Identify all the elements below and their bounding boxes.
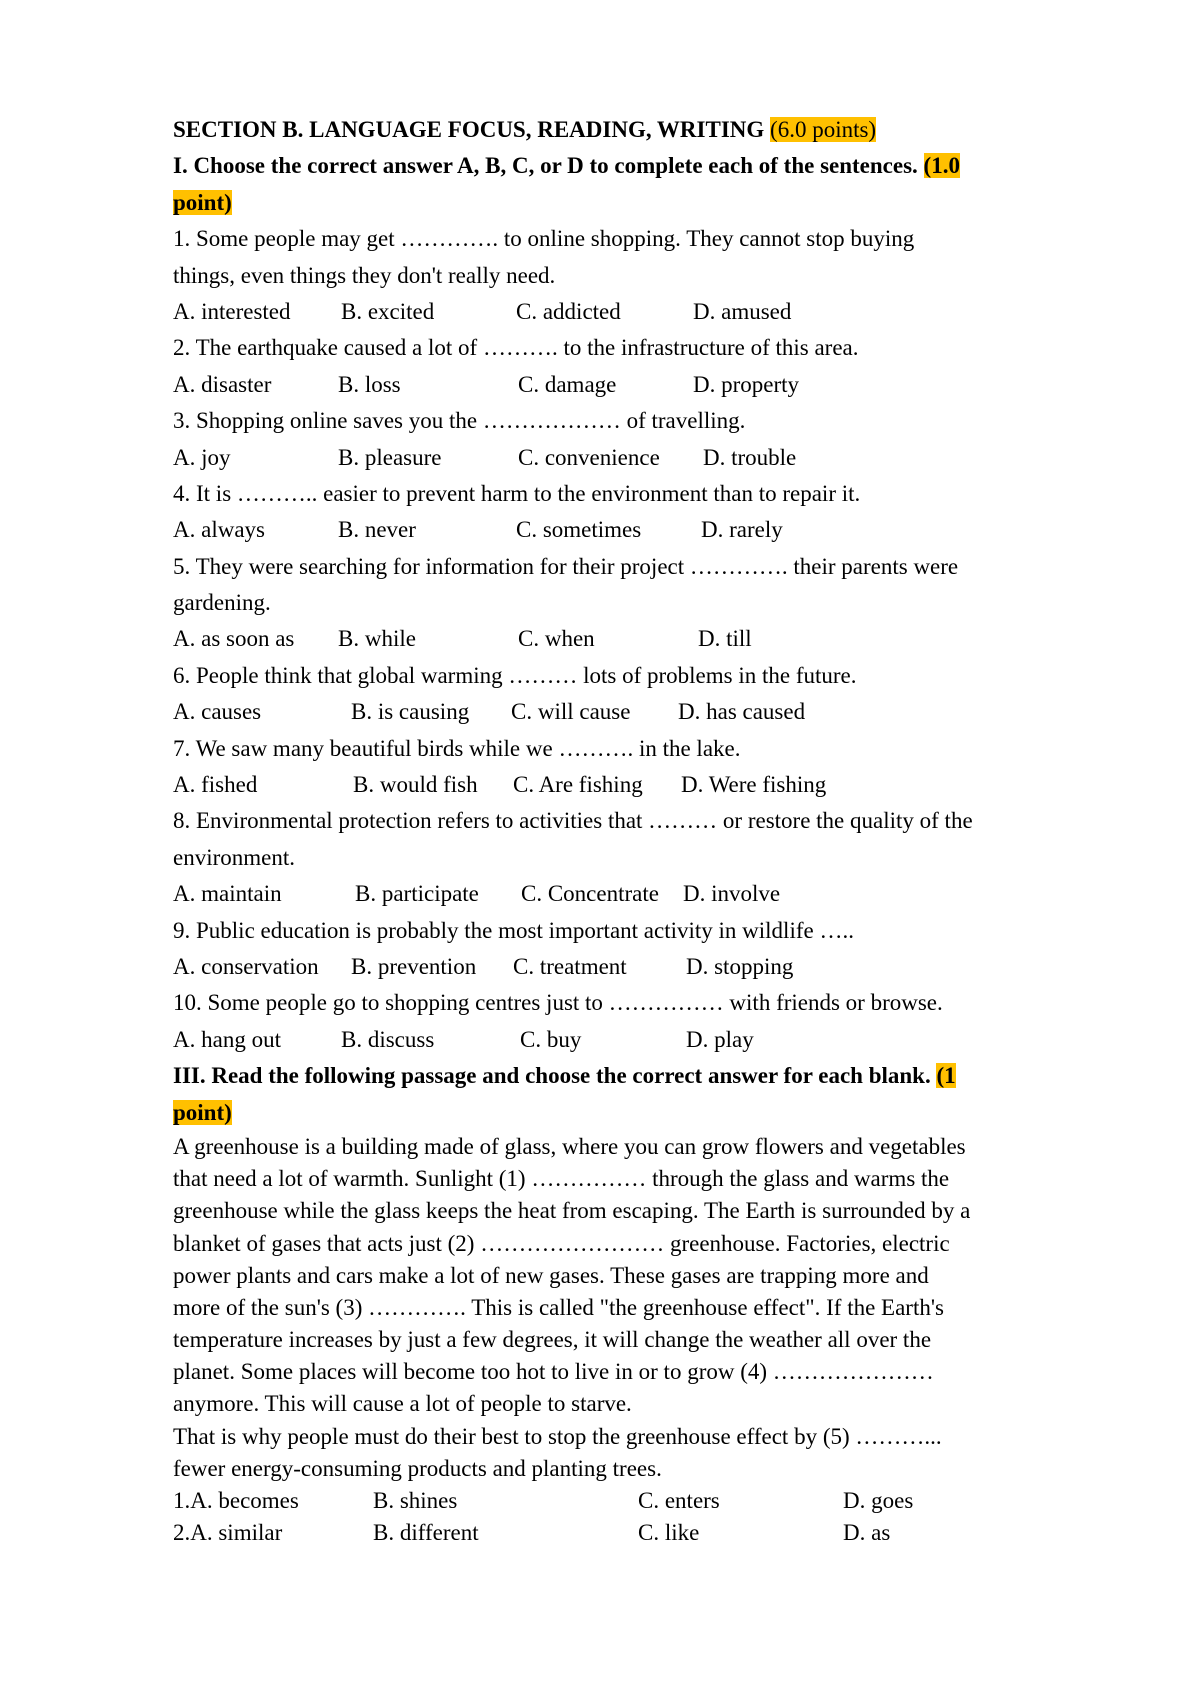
answer-options	[173, 694, 1093, 730]
answer-option: D. till	[698, 626, 752, 652]
passage-line: greenhouse while the glass keeps the heat from escaping. The Earth is surrounded by a	[173, 1198, 971, 1224]
answer-option: A. always	[173, 517, 265, 543]
answer-option: A. interested	[173, 298, 291, 324]
question-text: gardening.	[173, 590, 271, 616]
part3-title: III. Read the following passage and choose the correct answer for each blank.	[173, 1063, 937, 1089]
question-item	[173, 658, 1093, 731]
answer-option: C. buy	[520, 1026, 582, 1052]
question-text: things, even things they don't really need.	[173, 262, 556, 288]
answer-option: A. hang out	[173, 1026, 281, 1052]
part3-points-highlight-cont: point)	[173, 1099, 232, 1125]
section-title: SECTION B. LANGUAGE FOCUS, READING, WRITING	[173, 117, 771, 142]
passage-line: that need a lot of warmth. Sunlight (1) …………… through the glass and warms the	[173, 1166, 950, 1192]
answer-option: B. while	[338, 626, 416, 652]
answer-option: D. trouble	[703, 444, 797, 470]
passage-line: anymore. This will cause a lot of people to starve.	[173, 1391, 632, 1417]
answer-options	[173, 876, 1093, 912]
passage-answer-row	[173, 1517, 1093, 1549]
answer-option: D. amused	[693, 298, 792, 324]
answer-options	[173, 621, 1093, 657]
question-text: 7. We saw many beautiful birds while we ………. in the lake.	[173, 735, 741, 761]
answer-options	[173, 949, 1093, 985]
passage-line: planet. Some places will become too hot to live in or to grow (4) …………………	[173, 1359, 934, 1385]
answer-option: D. stopping	[686, 953, 794, 979]
question-item	[173, 913, 1093, 986]
answer-option: D. rarely	[701, 517, 783, 543]
answer-options	[173, 512, 1093, 548]
question-text: 6. People think that global warming ……… lots of problems in the future.	[173, 662, 857, 688]
answer-option: D. play	[686, 1026, 754, 1052]
answer-option: B. would fish	[353, 772, 478, 798]
answer-option: B. prevention	[351, 953, 477, 979]
question-item	[173, 803, 1093, 912]
answer-option: B. shines	[373, 1488, 458, 1513]
answer-option: A. conservation	[173, 953, 319, 979]
answer-option: C. Concentrate	[521, 881, 659, 907]
question-item	[173, 221, 1093, 330]
part1-heading	[173, 148, 1093, 184]
answer-option: C. convenience	[518, 444, 660, 470]
part3-points-highlight: (1	[936, 1063, 956, 1089]
answer-option: D. as	[843, 1520, 891, 1545]
answer-option: C. enters	[638, 1488, 720, 1513]
answer-option: C. treatment	[513, 953, 627, 979]
passage-line: power plants and cars make a lot of new gases. These gases are trapping more and	[173, 1262, 929, 1288]
section-heading	[173, 112, 1093, 148]
part1-points-highlight: (1.0	[923, 153, 960, 179]
passage-answer-row	[173, 1485, 1093, 1517]
question-text: 9. Public education is probably the most important activity in wildlife …..	[173, 917, 854, 943]
question-text: 2. The earthquake caused a lot of ………. to the infrastructure of this area.	[173, 335, 859, 361]
question-item	[173, 985, 1093, 1058]
passage-line: That is why people must do their best to stop the greenhouse effect by (5) ………...	[173, 1423, 942, 1449]
answer-options	[173, 367, 1093, 403]
passage-line: A greenhouse is a building made of glass, where you can grow flowers and vegetables	[173, 1133, 966, 1159]
answer-option: B. pleasure	[338, 444, 442, 470]
answer-option: 1.A. becomes	[173, 1488, 299, 1513]
answer-option: A. fished	[173, 772, 258, 798]
reading-passage	[173, 1131, 1093, 1485]
answer-option: C. will cause	[511, 699, 631, 725]
part1-heading-cont	[173, 185, 1093, 221]
answer-option: D. has caused	[678, 699, 806, 725]
answer-option: B. never	[338, 517, 416, 543]
question-text: 8. Environmental protection refers to activities that ……… or restore the quality of the	[173, 808, 973, 834]
answer-option: B. discuss	[341, 1026, 435, 1052]
part3-heading-cont	[173, 1095, 1093, 1131]
section-points-highlight: (6.0 points)	[770, 117, 877, 142]
question-text: 1. Some people may get …………. to online shopping. They cannot stop buying	[173, 226, 915, 252]
passage-line: temperature increases by just a few degrees, it will change the weather all over the	[173, 1327, 932, 1353]
question-text: 5. They were searching for information for their project …………. their parents were	[173, 553, 959, 579]
question-list	[173, 221, 1093, 1058]
answer-option: D. involve	[683, 881, 781, 907]
passage-answer-list	[173, 1485, 1093, 1549]
part1-points-highlight-cont: point)	[173, 189, 232, 215]
answer-option: B. different	[373, 1520, 479, 1545]
answer-option: D. goes	[843, 1488, 914, 1513]
answer-option: D. Were fishing	[681, 772, 827, 798]
exam-page	[173, 112, 1093, 1549]
answer-option: C. Are fishing	[513, 772, 643, 798]
question-item	[173, 476, 1093, 549]
answer-options	[173, 1022, 1093, 1058]
answer-option: C. sometimes	[516, 517, 642, 543]
answer-option: 2.A. similar	[173, 1520, 283, 1545]
question-item	[173, 330, 1093, 403]
answer-option: A. joy	[173, 444, 231, 470]
passage-line: more of the sun's (3) …………. This is called "the greenhouse effect". If the Earth's	[173, 1294, 944, 1320]
answer-option: C. when	[518, 626, 595, 652]
part3-heading	[173, 1058, 1093, 1094]
question-text: environment.	[173, 844, 295, 870]
answer-option: C. damage	[518, 371, 617, 397]
answer-option: C. like	[638, 1520, 700, 1545]
question-item	[173, 731, 1093, 804]
passage-line: fewer energy-consuming products and planting trees.	[173, 1455, 662, 1481]
answer-option: D. property	[693, 371, 800, 397]
answer-option: A. as soon as	[173, 626, 295, 652]
question-text: 4. It is ……….. easier to prevent harm to the environment than to repair it.	[173, 480, 861, 506]
part1-title: I. Choose the correct answer A, B, C, or D to complete each of the sentences.	[173, 153, 924, 179]
answer-option: A. disaster	[173, 371, 272, 397]
answer-option: B. participate	[355, 881, 479, 907]
answer-option: C. addicted	[516, 298, 621, 324]
answer-option: A. causes	[173, 699, 262, 725]
answer-option: B. loss	[338, 371, 401, 397]
answer-option: B. excited	[341, 298, 435, 324]
passage-line: blanket of gases that acts just (2) …………………… greenhouse. Factories, electric	[173, 1230, 950, 1256]
question-text: 3. Shopping online saves you the ……………… of travelling.	[173, 408, 746, 434]
answer-option: B. is causing	[351, 699, 470, 725]
answer-options	[173, 294, 1093, 330]
answer-options	[173, 767, 1093, 803]
answer-option: A. maintain	[173, 881, 282, 907]
answer-options	[173, 440, 1093, 476]
question-text: 10. Some people go to shopping centres just to …………… with friends or browse.	[173, 990, 943, 1016]
question-item	[173, 549, 1093, 658]
question-item	[173, 403, 1093, 476]
